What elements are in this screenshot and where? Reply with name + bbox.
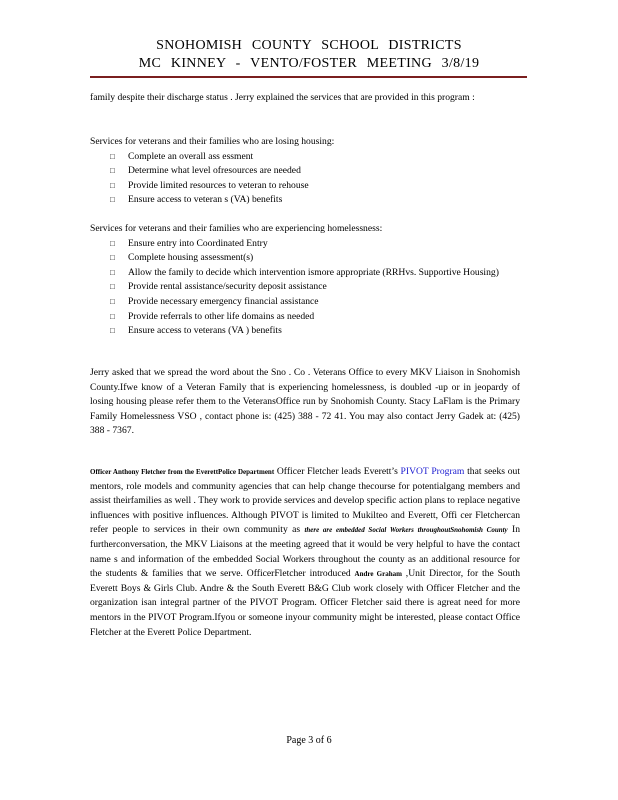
officer-name-text: Officer Anthony Fletcher from the EverettPolice Department: [90, 468, 275, 476]
header-subtitle: MC KINNEY - VENTO/FOSTER MEETING 3/8/19: [138, 56, 480, 71]
list-item: □ Ensure access to veterans (VA ) benefits: [90, 324, 520, 339]
page-number: Page 3 of 6: [286, 735, 332, 746]
section-losing-housing: [90, 135, 520, 208]
andre-graham-name: Andre Graham: [354, 570, 402, 579]
header-divider: [90, 76, 527, 78]
embedded-social-workers-text: there are embedded Social Workers throughoutSnohomish County: [304, 526, 508, 535]
list-item: □ Ensure access to veteran s (VA) benefits: [90, 193, 520, 208]
jerry-paragraph: Jerry asked that we spread the word about the Sno . Co . Veterans Office to every MKV Liaison in Snohomish County.Ifwe know of a Veteran Family that is experiencing homelessness, is doubled -up or in jeopardy of losing housing please refer them to the VeteransOffice run by Snohomish County. Stacy LaFlam is the Primary Family Homelessness VSO , contact phone is: (425) 388 - 72 41. You may also contact Jerry Gadek at: (425) 388 - 7367.: [90, 367, 520, 437]
header-title: SNOHOMISH COUNTY SCHOOL DISTRICTS: [156, 38, 462, 53]
list-item: □ Provide necessary emergency financial assistance: [90, 295, 520, 310]
paragraph-text: that seeks out mentors, role models and community agencies that can help change thecourse for potentialgang members and assist theirfamilies as well . They work to provide services and develop specific action plans to replace negative influences with positive influences. Although PIVOT is limited to Mukilteo and Everett, Offi cer Fletchercan refer people to services in their own community as: [90, 466, 520, 536]
officer-paragraph: [90, 465, 520, 640]
list-item: □ Provide rental assistance/security deposit assistance: [90, 280, 520, 295]
list-item: □ Provide referrals to other life domains as needed: [90, 310, 520, 325]
list-item: □ Ensure entry into Coordinated Entry: [90, 237, 520, 252]
pivot-program-link[interactable]: PIVOT Program: [400, 466, 465, 477]
paragraph-text: Officer Fletcher leads Everett’s: [274, 466, 401, 477]
bullet-list: [90, 150, 520, 208]
list-item: □ Determine what level ofresources are needed: [90, 164, 520, 179]
paragraph-text: In furtherconversation, the MKV Liaisons at the meeting agreed that it would be very helpful to have the contact name s and information of the embedded Social Workers throughout the county as an additional resource for the students & families that we serve. OfficerFletcher introduced: [90, 524, 521, 580]
section-heading: Services for veterans and their families who are losing housing:: [90, 136, 335, 147]
paragraph-text: ,Unit Director, for the South Everett Boys & Girls Club. Andre & the South Everett B&G Club work closely with Officer Fletcher and the organization isan integral partner of the PIVOT Program. Officer Fletcher said there is agreat need for more mentors in the PIVOT Program.Ifyou or someone inyour community might be interested, please contact Office Fletcher at the Everett Police Department.: [90, 568, 520, 638]
list-item: □ Provide limited resources to veteran to rehouse: [90, 179, 520, 194]
section-experiencing-homelessness: [90, 222, 520, 339]
list-item: □ Allow the family to decide which intervention ismore appropriate (RRHvs. Supportive Housing): [90, 266, 520, 281]
section-heading: Services for veterans and their families who are experiencing homelessness:: [90, 223, 383, 234]
list-item: □ Complete housing assessment(s): [90, 251, 520, 266]
bullet-list: [90, 237, 520, 339]
list-item: □ Complete an overall ass essment: [90, 150, 520, 165]
intro-paragraph: family despite their discharge status . Jerry explained the services that are provided in this program :: [90, 92, 475, 103]
